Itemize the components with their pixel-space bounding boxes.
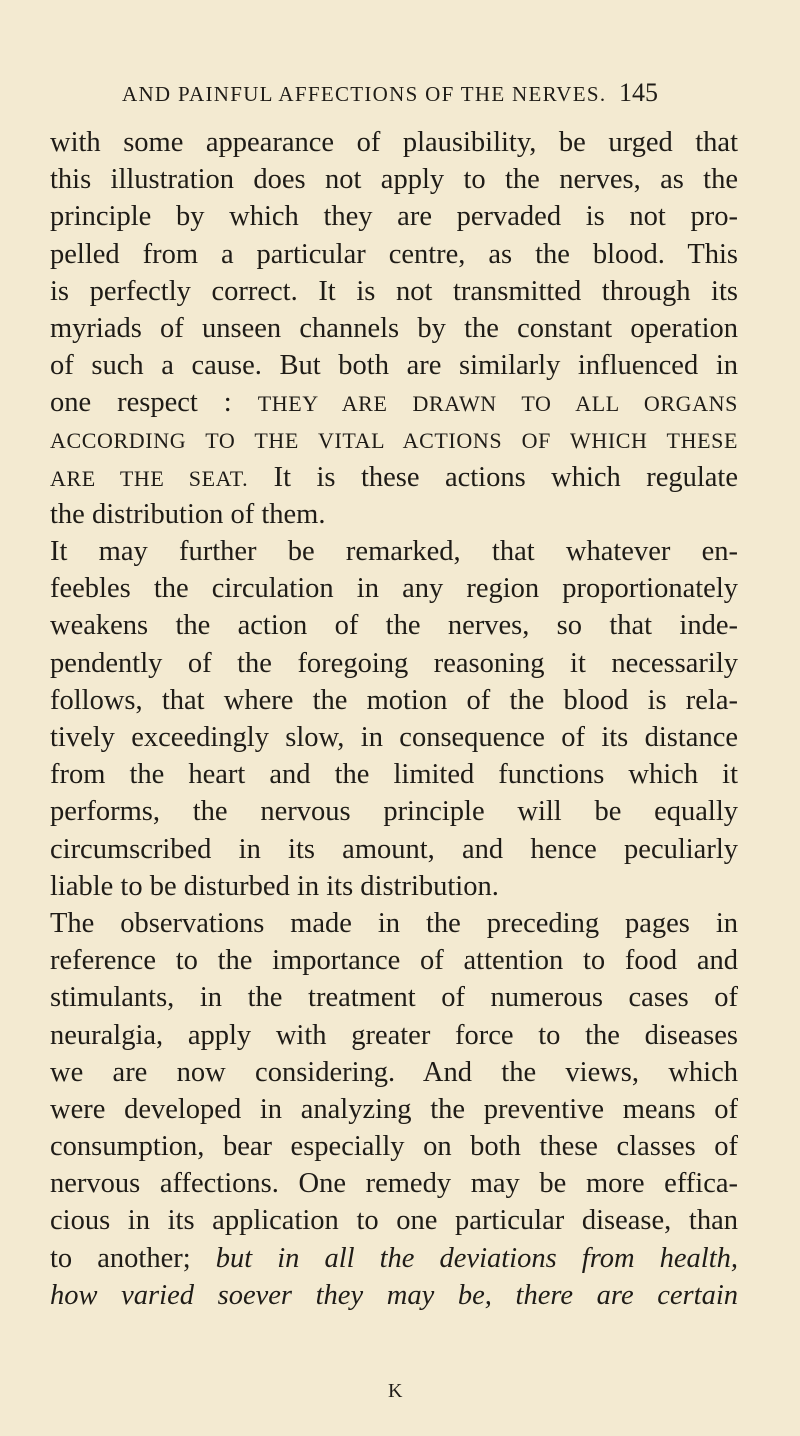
text-line: myriads of unseen channels by the constant operation (50, 312, 738, 344)
text-line: follows, that where the motion of the blood is rela- (50, 684, 738, 716)
text-line: cious in its application to one particular disease, than (50, 1205, 738, 1237)
small-caps-fragment: THEY ARE DRAWN TO ALL ORGANS (257, 391, 738, 417)
text-line: pendently of the foregoing reasoning it necessarily (50, 647, 738, 679)
text-line: were developed in analyzing the preventive means of (50, 1093, 738, 1125)
text-line: liable to be disturbed in its distribution. (50, 870, 499, 902)
text-line: this illustration does not apply to the nerves, as the (50, 164, 738, 196)
text-line: neuralgia, apply with greater force to the diseases (50, 1019, 738, 1051)
text-fragment: to another; (50, 1242, 216, 1274)
text-line: performs, the nervous principle will be equally (50, 796, 738, 828)
text-line: with some appearance of plausibility, be urged that (50, 127, 738, 158)
small-caps-fragment: ARE THE SEAT. (50, 465, 249, 491)
text-line: we are now considering. And the views, which (50, 1056, 738, 1088)
text-line: consumption, bear especially on both these classes of (50, 1131, 738, 1163)
signature-mark: K (388, 1380, 403, 1402)
text-line: The observations made in the preceding pages in (50, 907, 738, 939)
text-line: It may further be remarked, that whatever en- (50, 536, 738, 568)
small-caps-line: ACCORDING TO THE VITAL ACTIONS OF WHICH THESE (50, 427, 738, 453)
text-fragment: It is these actions which regulate (248, 461, 738, 493)
text-line: principle by which they are pervaded is not pro- (50, 201, 738, 233)
text-line: from the heart and the limited functions which it (50, 759, 738, 791)
running-title: AND PAINFUL AFFECTIONS OF THE NERVES. (122, 82, 607, 106)
running-header (122, 78, 682, 108)
text-line: nervous affections. One remedy may be more effica- (50, 1168, 738, 1200)
text-line: reference to the importance of attention to food and (50, 945, 738, 977)
text-line: pelled from a particular centre, as the blood. This (50, 238, 738, 270)
text-line (50, 1240, 738, 1277)
italic-line: how varied soever they may be, there are certain (50, 1279, 738, 1311)
text-line (50, 384, 738, 421)
text-line (50, 459, 738, 496)
text-line: the distribution of them. (50, 498, 326, 530)
text-fragment: one respect : (50, 387, 258, 419)
text-line: circumscribed in its amount, and hence peculiarly (50, 833, 738, 865)
italic-fragment: but in all the deviations from health, (215, 1242, 739, 1274)
text-line: of such a cause. But both are similarly influenced in (50, 350, 738, 382)
text-line: is perfectly correct. It is not transmitted through its (50, 275, 738, 307)
text-line: tively exceedingly slow, in consequence of its distance (50, 722, 738, 753)
body-text (50, 124, 738, 1314)
text-line: feebles the circulation in any region proportionately (50, 573, 738, 605)
text-line: stimulants, in the treatment of numerous cases of (50, 982, 738, 1014)
page-number: 145 (618, 78, 658, 107)
text-line: weakens the action of the nerves, so that inde- (50, 610, 738, 642)
